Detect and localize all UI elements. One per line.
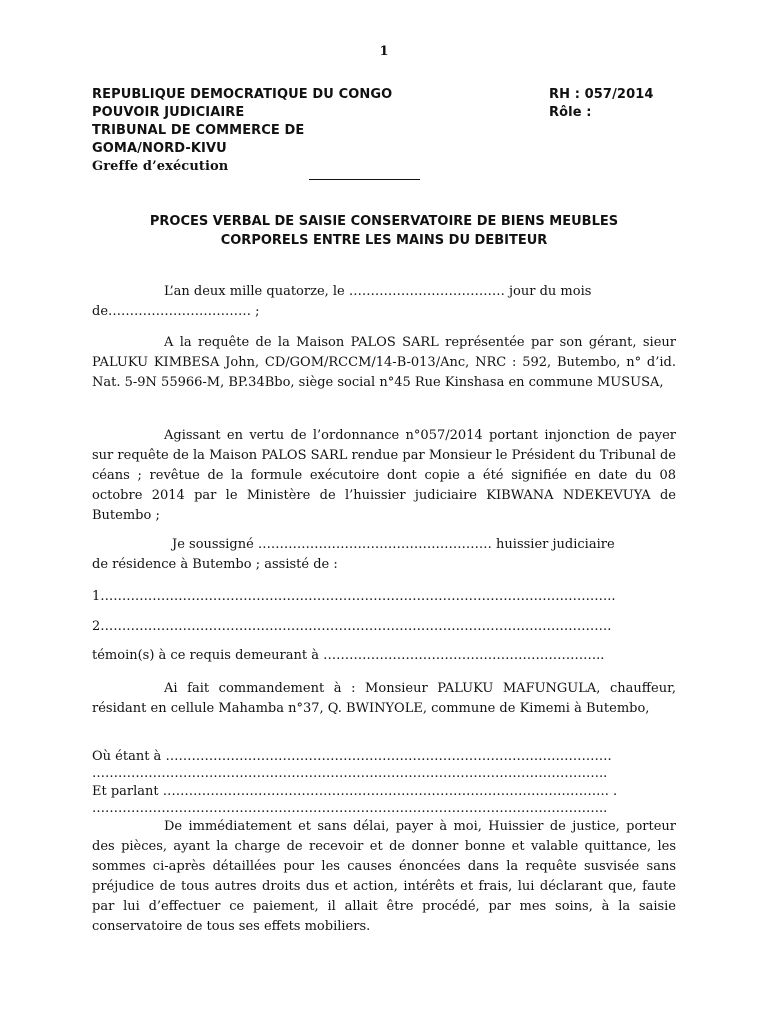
soussigne-line-2: de résidence à Butembo ; assisté de : bbox=[92, 557, 338, 572]
header-goma: GOMA/NORD-KIVU bbox=[92, 141, 227, 156]
title-line-2: CORPORELS ENTRE LES MAINS DU DEBITEUR bbox=[220, 233, 548, 248]
header-role: Rôle : bbox=[549, 105, 592, 120]
header-pouvoir: POUVOIR JUDICIAIRE bbox=[92, 105, 245, 120]
page-number: 1 bbox=[379, 44, 389, 59]
parlant-line-1: Et parlant …………………………………………………………………………………………. . bbox=[92, 784, 618, 799]
paragraph-requete: A la requête de la Maison PALOS SARL représentée par son gérant, sieur PALUKU KIMBESA John, CD/GOM/RCCM/14-B-013/Anc, NRC : 592, Butembo, n° d’id. Nat. 5-9N 55966-M, BP.34Bbo, siège social n°45 Rue Kinshasa en commune MUSUSA, bbox=[92, 335, 676, 390]
header-rh-number: RH : 057/2014 bbox=[549, 87, 654, 102]
witness-line-2: 2………………………………………………………………………………………………………. bbox=[92, 619, 612, 634]
witness-line-1: 1……………………………………………………………………………………………………….. bbox=[92, 589, 616, 604]
header-tribunal: TRIBUNAL DE COMMERCE DE bbox=[92, 123, 305, 138]
paragraph-commandement: Ai fait commandement à : Monsieur PALUKU MAFUNGULA, chauffeur, résidant en cellule Mahamba n°37, Q. BWINYOLE, commune de Kimemi à Butembo, bbox=[92, 681, 676, 716]
date-line-2: de…………………………… ; bbox=[92, 304, 260, 319]
header-divider bbox=[309, 179, 420, 180]
header-left-block bbox=[92, 86, 392, 176]
ou-etant-line-2: ……………………………………………………………………………………………………….. bbox=[92, 766, 608, 781]
document-title bbox=[60, 212, 708, 250]
header-greffe: Greffe d’exécution bbox=[92, 159, 229, 174]
header-right-block bbox=[549, 86, 654, 122]
parlant-line-2: ……………………………………………………………………………………………………….. bbox=[92, 801, 608, 816]
header-republic: REPUBLIQUE DEMOCRATIQUE DU CONGO bbox=[92, 87, 393, 102]
title-line-1: PROCES VERBAL DE SAISIE CONSERVATOIRE DE BIENS MEUBLES bbox=[149, 214, 619, 229]
ou-etant-line-1: Où étant à …………………………………………………………………………………………. bbox=[92, 749, 612, 764]
soussigne-line-1: Je soussigné ……………………………………………… huissier judiciaire bbox=[172, 537, 615, 552]
paragraph-immediatement: De immédiatement et sans délai, payer à moi, Huissier de justice, porteur des pièces, ayant la charge de recevoir et de donner bonne et valable quittance, les sommes ci-après détaillées pour les causes énoncées dans la requête susvisée sans préjudice de tous autres droits dus et action, intérêts et frais, lui déclarant que, faute par lui d’effectuer ce paiement, il allait être procédé, par mes soins, à la saisie conservatoire de tous ses effets mobiliers. bbox=[92, 819, 676, 934]
date-line-1: L’an deux mille quatorze, le ……………………………… jour du mois bbox=[164, 284, 592, 299]
temoins-line: témoin(s) à ce requis demeurant à ……………………………………………………….. bbox=[92, 648, 605, 663]
paragraph-agissant: Agissant en vertu de l’ordonnance n°057/2014 portant injonction de payer sur requête de la Maison PALOS SARL rendue par Monsieur le Président du Tribunal de céans ; revêtue de la formule exécutoire dont copie a été signifiée en date du 08 octobre 2014 par le Ministère de l’huissier judiciaire KIBWANA NDEKEVUYA de Butembo ; bbox=[92, 428, 676, 523]
